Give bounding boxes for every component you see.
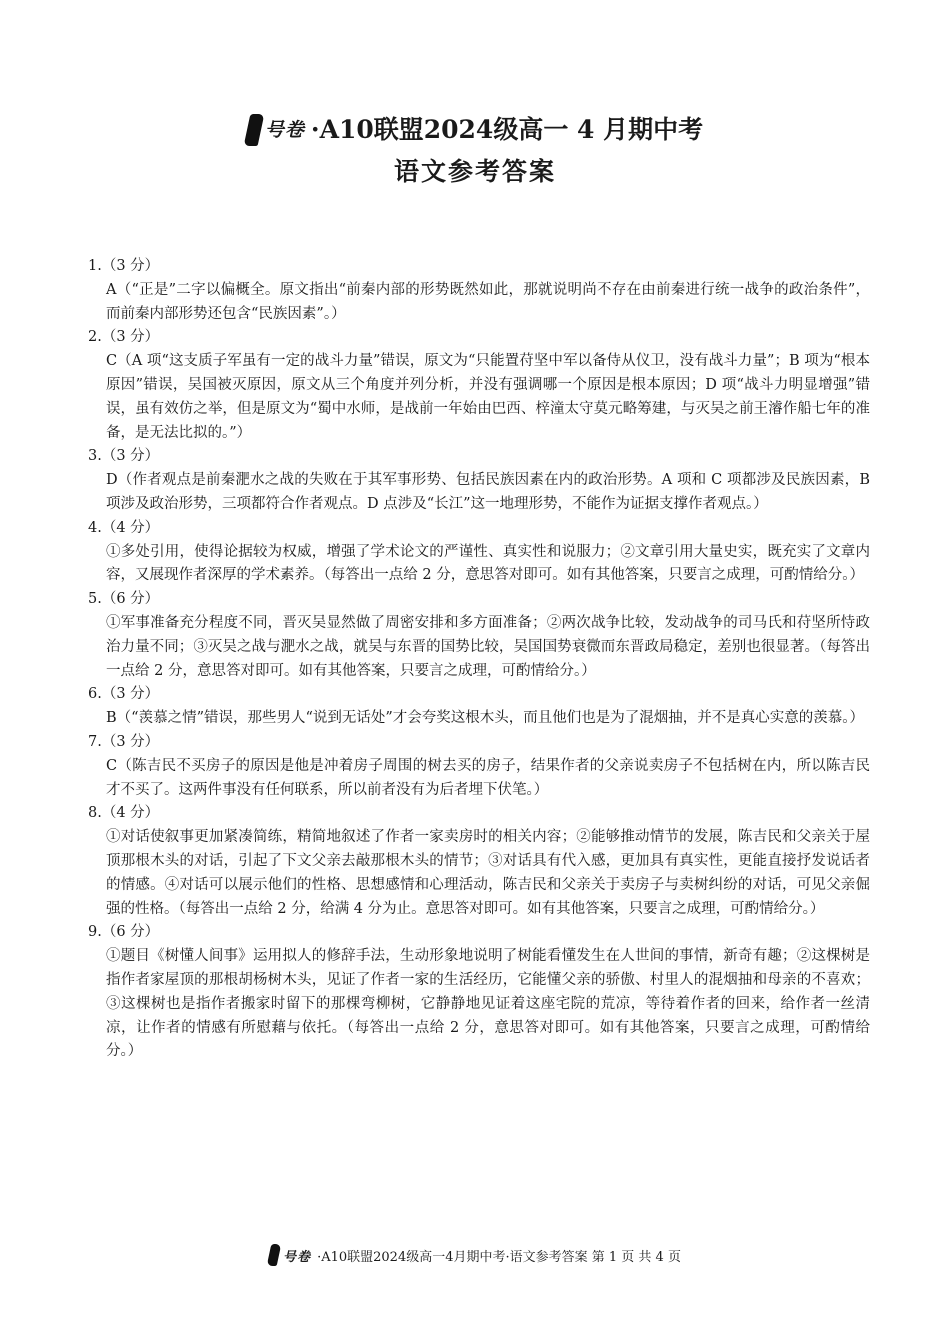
answer-heading: 4.（4 分） (88, 519, 160, 536)
footer-logo-text: 号卷 (283, 1249, 312, 1265)
page-header (0, 112, 950, 190)
answer-heading: 6.（3 分） (88, 686, 160, 703)
answer-text: A（“正是”二字以偏概全。原文指出“前秦内部的形势既然如此，那就说明尚不存在由前秦进行统一战争的政治条件”，而前秦内部形势还包含“民族因素”。） (106, 281, 870, 322)
footer-logo (269, 1244, 311, 1266)
answer-item (88, 588, 870, 683)
answer-heading: 8.（4 分） (88, 805, 160, 822)
answer-text: ①军事准备充分程度不同，晋灭吴显然做了周密安排和多方面准备；②两次战争比较，发动战争的司马氏和苻坚所恃政治力量不同；③灭吴之战与淝水之战，就吴与东晋的国势比较，吴国国势衰微而东晋政局稳定，差别也很显著。（每答出一点给 2 分，意思答对即可。如有其他答案，只要言之成理，可酌情给分。） (106, 614, 870, 679)
answer-text: B（“羡慕之情”错误，那些男人“说到无话处”才会夸奖这根木头，而且他们也是为了混烟抽，并不是真心实意的羡慕。） (106, 710, 865, 727)
answer-heading: 3.（3 分） (88, 448, 160, 465)
answer-heading: 1.（3 分） (88, 258, 160, 274)
page-footer (0, 1244, 950, 1266)
answer-text: ①多处引用，使得论据较为权威，增强了学术论文的严谨性、真实性和说服力；②文章引用大量史实，既充实了文章内容，又展现作者深厚的学术素养。（每答出一点给 2 分，意思答对即可。如有其他答案，只要言之成理，可酌情给分。） (106, 543, 870, 584)
title-line (0, 112, 950, 148)
answer-item (88, 517, 870, 588)
answer-text: C（陈吉民不买房子的原因是他是冲着房子周围的树去买的房子，结果作者的父亲说卖房子不包括树在内，所以陈吉民才不买了。这两件事没有任何联系，所以前者没有为后者埋下伏笔。） (106, 757, 870, 798)
brand-logo-text: 号卷 (264, 119, 305, 141)
answer-item (88, 731, 870, 802)
brand-logo (247, 112, 305, 148)
answer-item (88, 921, 870, 1064)
answer-text: ①题目《树懂人间事》运用拟人的修辞手法，生动形象地说明了树能看懂发生在人世间的事情，新奇有趣；②这棵树是指作者家屋顶的那根胡杨树木头，见证了作者一家的生活经历，它能懂父亲的骄傲、村里人的混烟抽和母亲的不喜欢；③这棵树也是指作者搬家时留下的那棵弯柳树，它静静地见证着这座宅院的荒凉，等待着作者的回来，给作者一丝清凉，让作者的情感有所慰藉与依托。（每答出一点给 2 分，意思答对即可。如有其他答案，只要言之成理，可酌情给分。） (106, 948, 870, 1060)
answer-item (88, 445, 870, 516)
footer-text: ·A10联盟2024级高一4月期中考·语文参考答案 第 1 页 共 4 页 (317, 1249, 681, 1265)
page-subtitle: 语文参考答案 (393, 157, 556, 186)
answer-heading: 9.（6 分） (88, 924, 160, 941)
brand-mark-icon (243, 114, 264, 146)
answer-heading: 7.（3 分） (88, 733, 160, 750)
answer-text: ①对话使叙事更加紧凑简练，精简地叙述了作者一家卖房时的相关内容；②能够推动情节的发展，陈吉民和父亲关于屋顶那根木头的对话，引起了下文父亲去敲那根木头的情节；③对话具有代入感，更加具有真实性，更能直接抒发说话者的情感。④对话可以展示他们的性格、思想感情和心理活动，陈吉民和父亲关于卖房子与卖树纠纷的对话，可见父亲倔强的性格。（每答出一点给 2 分，给满 4 分为止。意思答对即可。如有其他答案，只要言之成理，可酌情给分。） (106, 829, 870, 917)
answer-heading: 2.（3 分） (88, 329, 160, 346)
answer-heading: 5.（6 分） (88, 591, 160, 608)
answer-list (88, 255, 870, 1064)
answer-text: D（作者观点是前秦淝水之战的失败在于其军事形势、包括民族因素在内的政治形势。A 项和 C 项都涉及民族因素，B 项涉及政治形势，三项都符合作者观点。D 点涉及“长江”这一地理形势，不能作为证据支撑作者观点。） (106, 472, 870, 512)
answer-item (88, 683, 870, 731)
brand-mark-icon (267, 1244, 282, 1266)
answer-item (88, 802, 870, 921)
answer-text: C（A 项“这支质子军虽有一定的战斗力量”错误，原文为“只能置苻坚中军以备侍从仪卫，没有战斗力量”；B 项为“根本原因”错误，吴国被灭原因，原文从三个角度并列分析，并没有强调哪一个原因是根本原因；D 项“战斗力明显增强”错误，虽有效仿之举，但是原文为“蜀中水师，是战前一年始由巴西、梓潼太守莫元略筹建，与灭吴之前王濬作船七年的准备，是无法比拟的。”） (106, 353, 870, 441)
page-title: ·A10联盟2024级高一 4 月期中考 (310, 115, 704, 144)
answer-item (88, 326, 870, 445)
answer-item (88, 255, 870, 326)
